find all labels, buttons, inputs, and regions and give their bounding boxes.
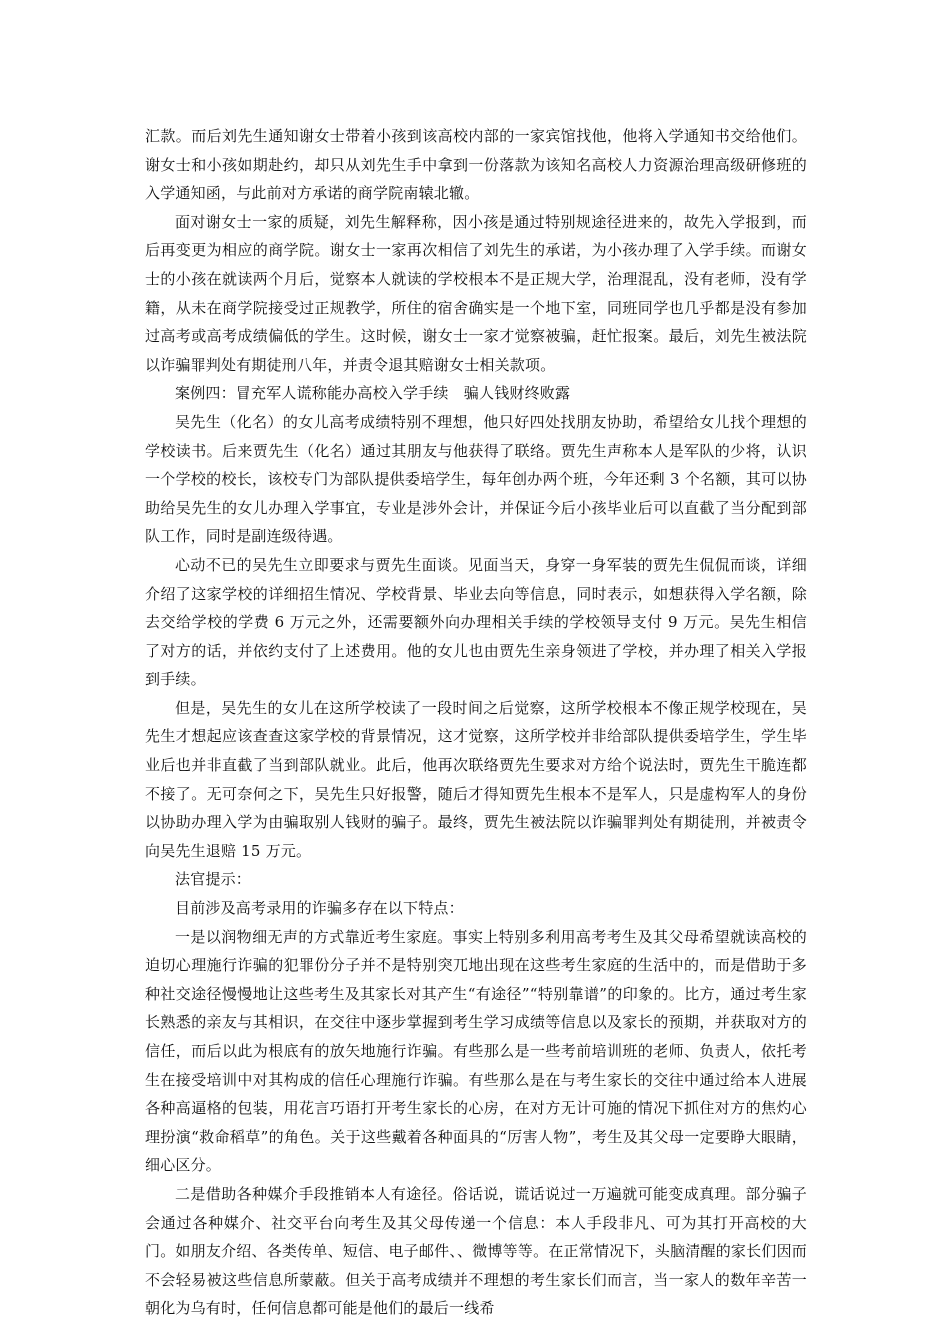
- paragraph: 汇款。而后刘先生通知谢女士带着小孩到该高校内部的一家宾馆找他，他将入学通知书交给他们。谢女士和小孩如期赴约，却只从刘先生手中拿到一份落款为该知名高校人力资源治理高级研修班的入学通知函，与此前对方承诺的商学院南辕北辙。: [145, 127, 807, 203]
- document-body: [145, 122, 807, 1323]
- paragraph: 一是以润物细无声的方式靠近考生家庭。事实上特别多利用高考考生及其父母希望就读高校的迫切心理施行诈骗的犯罪份分子并不是特别突兀地出现在这些考生家庭的生活中的，而是借助于多种社交途径慢慢地让这些考生及其家长对其产生“有途径”“特别靠谱”的印象的。比方，通过考生家长熟悉的亲友与其相识，在交往中逐步掌握到考生学习成绩等信息以及家长的预期，并获取对方的信任，而后以此为根底有的放矢地施行诈骗。有些那么是一些考前培训班的老师、负责人，依托考生在接受培训中对其构成的信任心理施行诈骗。有些那么是在与考生家长的交往中通过给本人进展各种高逼格的包装，用花言巧语打开考生家长的心房，在对方无计可施的情况下抓住对方的焦灼心理扮演“救命稻草”的角色。关于这些戴着各种面具的“厉害人物”，考生及其父母一定要睁大眼睛，细心区分。: [145, 927, 807, 1175]
- paragraph: 二是借助各种媒介手段推销本人有途径。俗话说，谎话说过一万遍就可能变成真理。部分骗子会通过各种媒介、社交平台向考生及其父母传递一个信息：本人手段非凡、可为其打开高校的大门。如朋友介绍、各类传单、短信、电子邮件、、微博等等。在正常情况下，头脑清醒的家长们因而不会轻易被这些信息所蒙蔽。但关于高考成绩并不理想的考生家长们而言，当一家人的数年辛苦一朝化为乌有时，任何信息都可能是他们的最后一线希: [145, 1184, 807, 1318]
- paragraph: 目前涉及高考录用的诈骗多存在以下特点：: [175, 899, 464, 918]
- paragraph: 心动不已的吴先生立即要求与贾先生面谈。见面当天，身穿一身军装的贾先生侃侃而谈，详细介绍了这家学校的详细招生情况、学校背景、毕业去向等信息，同时表示，如想获得入学名额，除去交给学校的学费 6 万元之外，还需要额外向办理相关手续的学校领导支付 9 万元。吴先生相信了对方的话，并依约支付了上述费用。他的女儿也由贾先生亲身领进了学校，并办理了相关入学报到手续。: [145, 555, 807, 689]
- section-heading: 法官提示：: [175, 870, 252, 889]
- paragraph: 面对谢女士一家的质疑，刘先生解释称，因小孩是通过特别规途径进来的，故先入学报到，而后再变更为相应的商学院。谢女士一家再次相信了刘先生的承诺，为小孩办理了入学手续。而谢女士的小孩在就读两个月后，觉察本人就读的学校根本不是正规大学，治理混乱，没有老师，没有学籍，从未在商学院接受过正规教学，所住的宿舍确实是一个地下室，同班同学也几乎都是没有参加过高考或高考成绩偏低的学生。这时候，谢女士一家才觉察被骗，赶忙报案。最后，刘先生被法院以诈骗罪判处有期徒刑八年，并责令退其赔谢女士相关款项。: [145, 212, 807, 374]
- paragraph: 吴先生（化名）的女儿高考成绩特别不理想，他只好四处找朋友协助，希望给女儿找个理想的学校读书。后来贾先生（化名）通过其朋友与他获得了联络。贾先生声称本人是军队的少将，认识一个学校的校长，该校专门为部队提供委培学生，每年创办两个班，今年还剩 3 个名额，其可以协助给吴先生的女儿办理入学事宜，专业是涉外会计，并保证今后小孩毕业后可以直截了当分配到部队工作，同时是副连级待遇。: [145, 412, 807, 546]
- paragraph: 但是，吴先生的女儿在这所学校读了一段时间之后觉察，这所学校根本不像正规学校现在，吴先生才想起应该查查这家学校的背景情况，这才觉察，这所学校并非给部队提供委培学生，学生毕业后也并非直截了当到部队就业。此后，他再次联络贾先生要求对方给个说法时，贾先生干脆连都不接了。无可奈何之下，吴先生只好报警，随后才得知贾先生根本不是军人，只是虚构军人的身份以协助办理入学为由骗取别人钱财的骗子。最终，贾先生被法院以诈骗罪判处有期徒刑，并被责令向吴先生退赔 15 万元。: [145, 698, 807, 860]
- case-heading: 案例四：冒充军人谎称能办高校入学手续 骗人钱财终败露: [175, 384, 571, 403]
